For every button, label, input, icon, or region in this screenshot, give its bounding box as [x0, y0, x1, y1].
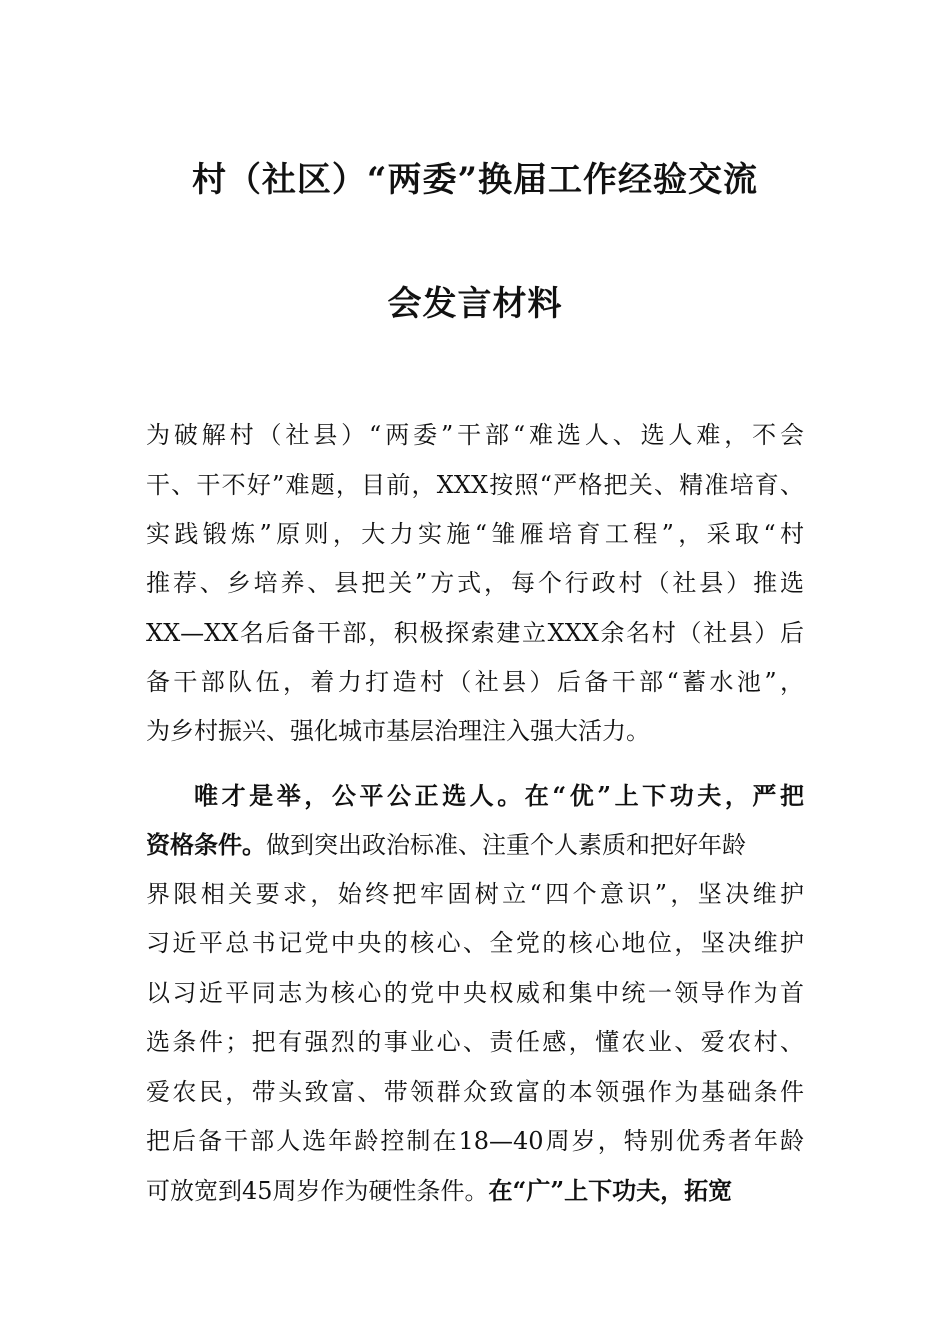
bold-heading-fragment: 在“广”上下功夫，拓宽	[488, 1176, 733, 1205]
text-line: 推荐、乡培养、县把关”方式，每个行政村（社县）推选	[146, 569, 804, 597]
text-line: XX—XX名后备干部，积极探索建立XXX余名村（社县）后	[146, 619, 804, 647]
bold-heading-fragment: 资格条件。	[146, 830, 266, 859]
text-line: 界限相关要求，始终把牢固树立“四个意识”，坚决维护	[146, 880, 804, 908]
text-fragment: 可放宽到45周岁作为硬性条件。	[146, 1177, 489, 1205]
document-title-line-1: 村（社区）“两委”换届工作经验交流	[191, 160, 759, 200]
text-line: 为乡村振兴、强化城市基层治理注入强大活力。	[146, 717, 650, 745]
text-line: 爱农民，带头致富、带领群众致富的本领强作为基础条件	[146, 1078, 804, 1106]
text-line: 把后备干部人选年龄控制在18—40周岁，特别优秀者年龄	[146, 1127, 804, 1155]
text-line: 以习近平同志为核心的党中央权威和集中统一领导作为首	[146, 979, 804, 1007]
text-line: 选条件；把有强烈的事业心、责任感，懂农业、爱农村、	[146, 1028, 804, 1056]
text-line: 实践锻炼”原则，大力实施“雏雁培育工程”，采取“村	[146, 520, 804, 548]
text-line: 备干部队伍，着力打造村（社县）后备干部“蓄水池”，	[146, 668, 804, 696]
document-title-line-2: 会发言材料	[387, 284, 563, 324]
text-line: 为破解村（社县）“两委”干部“难选人、选人难，不会	[146, 421, 804, 449]
text-line	[146, 1174, 804, 1208]
bold-heading-line: 唯才是举，公平公正选人。在“优”上下功夫，严把	[194, 781, 804, 810]
text-line	[146, 828, 804, 862]
text-line: 干、干不好”难题，目前，XXX按照“严格把关、精准培育、	[146, 471, 804, 499]
text-line: 习近平总书记党中央的核心、全党的核心地位，坚决维护	[146, 929, 804, 957]
text-fragment: 做到突出政治标准、注重个人素质和把好年龄	[266, 831, 746, 859]
